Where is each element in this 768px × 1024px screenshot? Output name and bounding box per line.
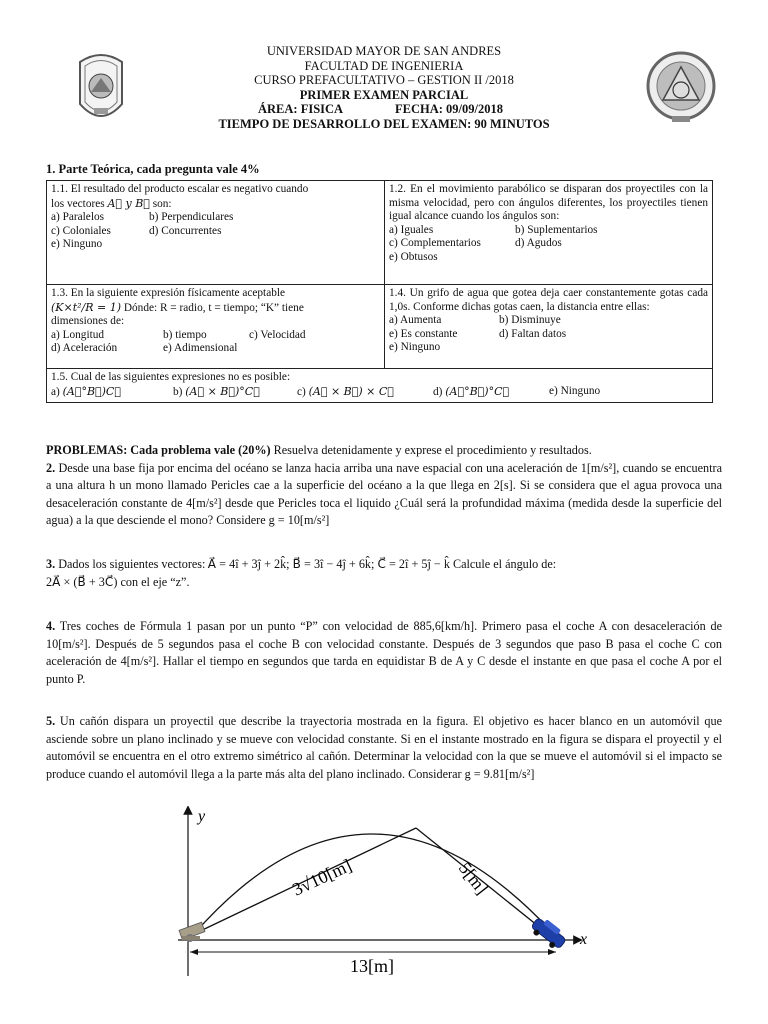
exam-header <box>0 44 768 132</box>
exam-title: PRIMER EXAMEN PARCIAL <box>299 87 469 102</box>
q15-options <box>51 385 708 400</box>
problem-4: 4. Tres coches de Fórmula 1 pasan por un punto “P” con velocidad de 885,6[km/h]. Primero pasa el coche A con desaceleración de 10[m/s²]. Después de 5 segundos pasa el coche B con velocidad constante. Después de 3 segundos que paso B pasa el coche C con aceleración de 4[m/s²]. Hallar el tiempo en segundos que tarda en equidistar B de A y C desde el instante en que pasa el coche A por el punto P. <box>46 619 722 686</box>
exam-date: FECHA: 09/09/2018 <box>395 102 503 117</box>
q13-expression: (K×t²/R = 1) <box>51 300 122 314</box>
q12-option-a: a) Iguales <box>389 223 434 236</box>
y-axis-label: y <box>198 808 206 825</box>
q13-option-c: c) Velocidad <box>249 328 306 341</box>
q13-option-d: d) Aceleración <box>51 342 118 355</box>
q11-option-d: d) Concurrentes <box>149 224 222 237</box>
problem-3: 3. Dados los siguientes vectores: A⃗ = 4î + 3ĵ + 2k̂; B⃗ = 3î − 4ĵ + 6k̂; C⃗ = 2î + 5ĵ − k̂ Calcule el ángulo de: 2A⃗ × (B⃗ + 3C⃗) con el eje “z”. <box>46 556 722 591</box>
q15-option-e: e) Ninguno <box>549 384 601 397</box>
q14-option-b: b) Disminuye <box>499 314 561 327</box>
q11-option-e: e) Ninguno <box>51 238 103 251</box>
question-1-2 <box>385 181 713 285</box>
problems-title: PROBLEMAS: Cada problema vale (20%) Resuelva detenidamente y exprese el procedimiento y resultados. <box>46 443 592 457</box>
q13-option-b: b) tiempo <box>163 328 207 341</box>
slant-length-label: 3√10[m] <box>289 854 355 900</box>
question-1-3 <box>47 285 385 369</box>
q11-option-c: c) Coloniales <box>51 224 111 237</box>
q12-option-b: b) Suplementarios <box>515 223 598 236</box>
q13-stem-line2: (K×t²/R = 1) Dónde: R = radio, t = tiempo; “K” tiene <box>51 300 304 314</box>
area-label: ÁREA: FISICA <box>258 102 344 117</box>
q14-option-a: a) Aumenta <box>389 314 442 327</box>
course-name: CURSO PREFACULTATIVO – GESTION II /2018 <box>254 73 514 88</box>
problems-section <box>46 442 722 530</box>
question-1-4 <box>385 285 713 369</box>
faculty-name: FACULTAD DE INGENIERIA <box>304 58 464 73</box>
car-icon <box>528 914 569 952</box>
q14-option-c: e) Es constante <box>389 327 458 340</box>
q14-stem: 1.4. Un grifo de agua que gotea deja caer constantemente gotas cada 1,0s. Conforme dichas gotas caen, la distancia entre ellas: <box>389 287 708 313</box>
q15-option-b: b) (A⃗ × B⃗)°C⃗ <box>173 384 260 398</box>
q11-stem: 1.1. El resultado del producto escalar es negativo cuando <box>51 183 309 195</box>
cannon-icon <box>179 922 205 942</box>
question-1-5 <box>47 369 713 403</box>
q15-stem: 1.5. Cual de las siguientes expresiones no es posible: <box>51 371 291 383</box>
base-length-label: 13[m] <box>350 956 394 976</box>
exam-duration: TIEMPO DE DESARROLLO DEL EXAMEN: 90 MINUTOS <box>218 116 550 131</box>
q14-option-e: e) Ninguno <box>389 341 441 354</box>
problem-5: 5. Un cañón dispara un proyectil que describe la trayectoria mostrada en la figura. El objetivo es hacer blanco en un automóvil que asciende sobre un plano inclinado y se mueve con velocidad constante. Si en el instante mostrado en la figura se dispara el proyectil y el automóvil se encuentra en el otro extremo simétrico al cañón. Determinar la velocidad con la que se mueve el automóvil si el impacto se produce cuando el automóvil llega a la parte más alta del plano inclinado. Considerar g = 9.81[m/s²] <box>46 714 722 781</box>
q15-option-a: a) (A⃗°B⃗)C⃗ <box>51 384 121 398</box>
incline-length-label: 5[m] <box>454 858 493 899</box>
theory-section-title: 1. Parte Teórica, cada pregunta vale 4% <box>46 162 260 176</box>
q13-option-a: a) Longitud <box>51 328 105 341</box>
theory-questions-table <box>46 180 713 403</box>
question-1-1 <box>47 181 385 285</box>
q11-stem-line2: los vectores A⃗ y B⃗ son: <box>51 196 172 210</box>
x-axis-label: x <box>580 931 588 948</box>
q14-option-d: d) Faltan datos <box>499 327 567 340</box>
problem-3-expression: 2A⃗ × (B⃗ + 3C⃗) con el eje “z”. <box>46 574 190 589</box>
q12-stem: 1.2. En el movimiento parabólico se disparan dos proyectiles con la misma velocidad, pero con ángulos diferentes, los proyectiles tienen igual alcance cuando los ángulos son: <box>389 183 708 223</box>
projectile-figure <box>168 806 608 982</box>
q15-option-c: c) (A⃗ × B⃗) × C⃗ <box>297 384 394 398</box>
problem-2: 2. Desde una base fija por encima del océano se lanza hacia arriba una nave espacial con una aceleración de 1[m/s²], cuando se encuentra a una altura h un mono llamado Pericles cae a la superficie del océano a la que llega en 2[s]. Si se considera que el agua provoca una desaceleración constante de 4[m/s²] desde que Pericles toca el liquido ¿Cuál será la profundidad máxima (medida desde la superficie del agua) a la que desciende el mono? Considere g = 10[m/s²] <box>46 460 722 528</box>
q11-option-b: b) Perpendiculares <box>149 211 234 224</box>
q13-stem: 1.3. En la siguiente expresión físicamente aceptable <box>51 287 286 299</box>
q12-option-e: e) Obtusos <box>389 250 438 263</box>
q12-option-c: c) Complementarios <box>389 237 481 250</box>
q13-stem-line3: dimensiones de: <box>51 315 125 328</box>
q15-option-d: d) (A⃗°B⃗)°C⃗ <box>433 384 510 398</box>
university-name: UNIVERSIDAD MAYOR DE SAN ANDRES <box>266 44 502 58</box>
q11-vectors: A⃗ y B⃗ <box>107 196 150 210</box>
q12-option-d: d) Agudos <box>515 237 562 250</box>
q13-option-e: e) Adimensional <box>163 342 238 355</box>
q11-option-a: a) Paralelos <box>51 211 105 224</box>
area-date-row <box>0 102 768 117</box>
